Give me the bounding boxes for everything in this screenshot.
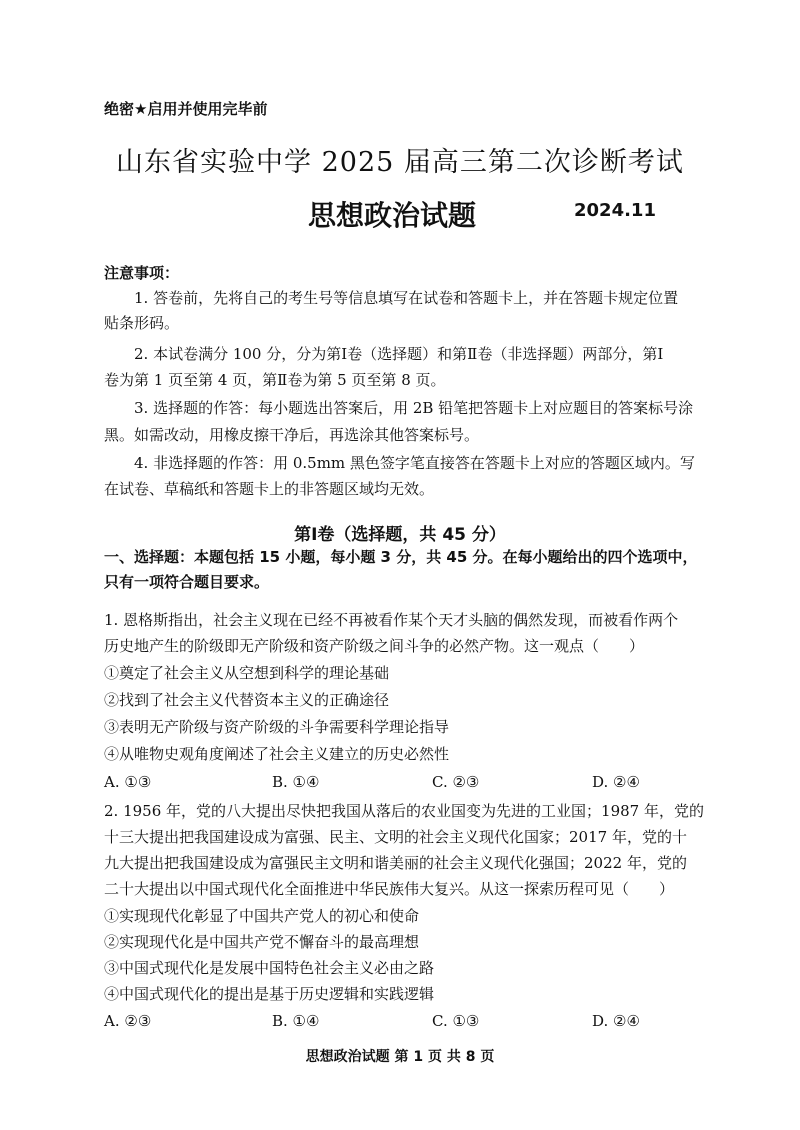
q2-statement-2: ②实现现代化是中国共产党不懈奋斗的最高理想 <box>104 933 420 951</box>
page-footer: 思想政治试题 第 1 页 共 8 页 <box>305 1049 495 1065</box>
q1-statement-2: ②找到了社会主义代替资本主义的正确途径 <box>104 691 390 709</box>
q2-options <box>104 1012 704 1032</box>
note-line: 黑。如需改动，用橡皮擦干净后，再选涂其他答案标号。 <box>104 426 480 444</box>
note-line: 2. 本试卷满分 100 分，分为第Ⅰ卷（选择题）和第Ⅱ卷（非选择题）两部分，第Ⅰ <box>134 345 664 363</box>
q1-option-a: A. ①③ <box>104 773 152 791</box>
q2-statement-4: ④中国式现代化的提出是基于历史逻辑和实践逻辑 <box>104 985 435 1003</box>
q1-option-d: D. ②④ <box>592 773 640 791</box>
q2-option-a: A. ②③ <box>104 1012 152 1030</box>
note-line: 1. 答卷前，先将自己的考生号等信息填写在试卷和答题卡上，并在答题卡规定位置 <box>134 289 679 307</box>
section-instruction: 只有一项符合题目要求。 <box>104 573 270 591</box>
q2-statement-1: ①实现现代化彰显了中国共产党人的初心和使命 <box>104 907 420 925</box>
subject-title: 思想政治试题 <box>308 199 477 232</box>
exam-date: 2024.11 <box>574 200 656 221</box>
q2-stem: 二十大提出以中国式现代化全面推进中华民族伟大复兴。从这一探索历程可见（ ） <box>104 880 675 898</box>
school-title: 山东省实验中学 2025 届高三第二次诊断考试 <box>116 147 684 178</box>
q1-stem: 历史地产生的阶级即无产阶级和资产阶级之间斗争的必然产物。这一观点（ ） <box>104 637 645 655</box>
q1-options <box>104 773 704 793</box>
note-line: 3. 选择题的作答：每小题选出答案后，用 2B 铅笔把答题卡上对应题目的答案标号涂 <box>134 399 694 417</box>
q2-option-d: D. ②④ <box>592 1012 640 1030</box>
q2-stem: 十三大提出把我国建设成为富强、民主、文明的社会主义现代化国家；2017 年，党的十 <box>104 828 687 846</box>
q2-option-c: C. ①③ <box>432 1012 480 1030</box>
q2-stem: 九大提出把我国建设成为富强民主文明和谐美丽的社会主义现代化强国；2022 年，党的 <box>104 854 687 872</box>
q1-stem: 1. 恩格斯指出，社会主义现在已经不再被看作某个天才头脑的偶然发现，而被看作两个 <box>104 611 679 629</box>
note-line: 卷为第 1 页至第 4 页，第Ⅱ卷为第 5 页至第 8 页。 <box>104 371 446 389</box>
note-line: 4. 非选择题的作答：用 0.5mm 黑色签字笔直接答在答题卡上对应的答题区域内。写 <box>134 454 695 472</box>
q2-stem: 2. 1956 年，党的八大提出尽快把我国从落后的农业国变为先进的工业国；1987 年，党的 <box>104 802 704 820</box>
q1-statement-4: ④从唯物史观角度阐述了社会主义建立的历史必然性 <box>104 745 450 763</box>
note-line: 在试卷、草稿纸和答题卡上的非答题区域均无效。 <box>104 480 435 498</box>
secret-label: 绝密★启用并使用完毕前 <box>104 100 268 118</box>
notes-title: 注意事项： <box>104 264 180 282</box>
q1-option-b: B. ①④ <box>272 773 320 791</box>
section-instruction: 一、选择题：本题包括 15 小题，每小题 3 分，共 45 分。在每小题给出的四个选项中， <box>104 548 698 566</box>
section-title: 第Ⅰ卷（选择题，共 45 分） <box>294 525 506 545</box>
q1-statement-3: ③表明无产阶级与资产阶级的斗争需要科学理论指导 <box>104 718 450 736</box>
q2-statement-3: ③中国式现代化是发展中国特色社会主义必由之路 <box>104 959 435 977</box>
q1-statement-1: ①奠定了社会主义从空想到科学的理论基础 <box>104 664 390 682</box>
q1-option-c: C. ②③ <box>432 773 480 791</box>
q2-option-b: B. ①④ <box>272 1012 320 1030</box>
note-line: 贴条形码。 <box>104 314 180 332</box>
